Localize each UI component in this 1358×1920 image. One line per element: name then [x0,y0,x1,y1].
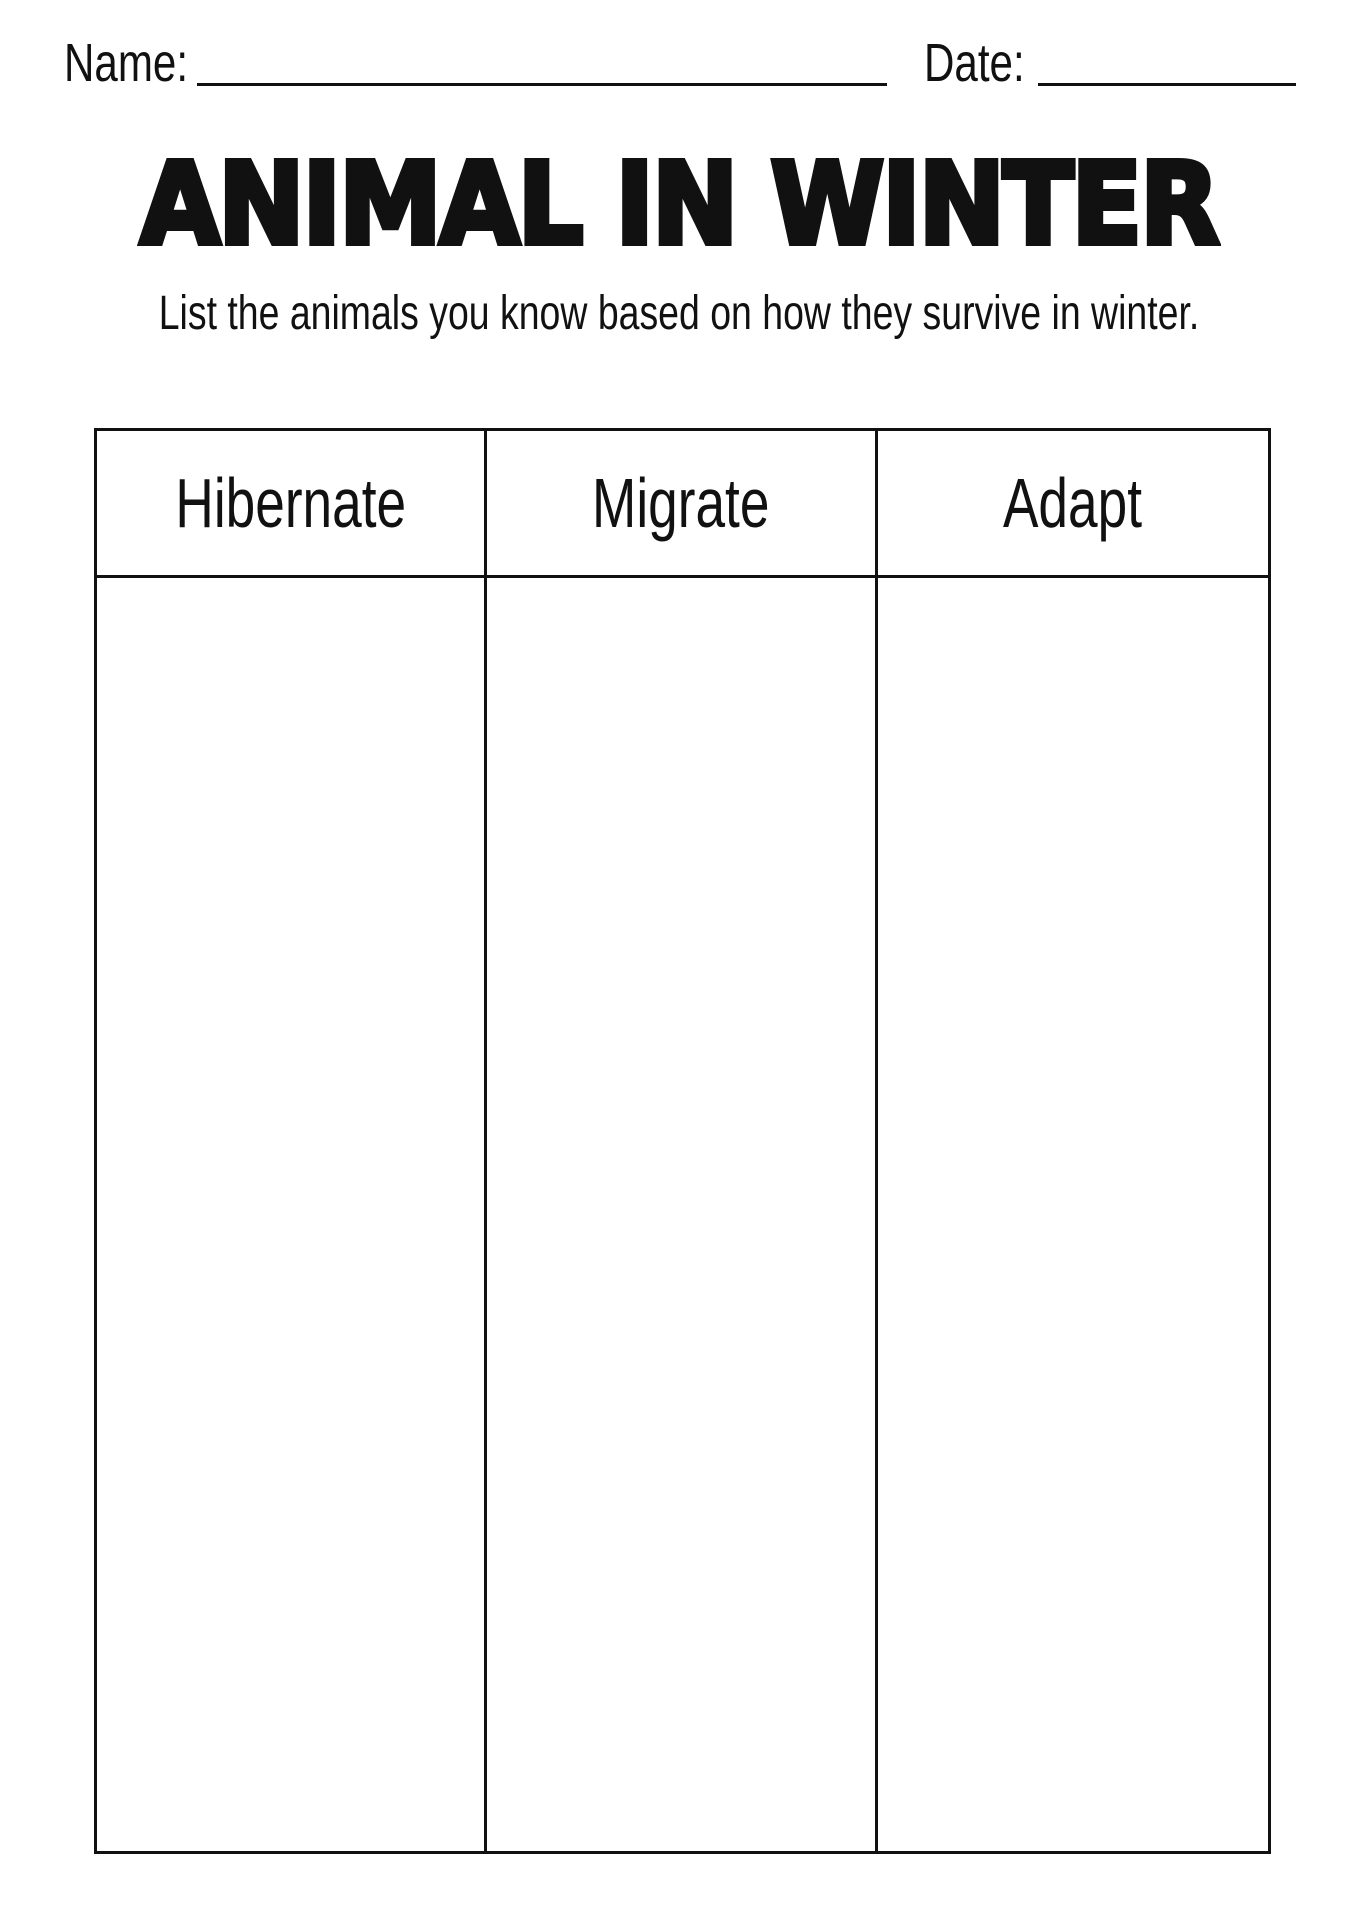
adapt-answer-area[interactable] [878,578,1268,1851]
date-field[interactable] [1038,83,1296,86]
sorting-table [94,428,1271,1854]
name-label: Name: [64,33,189,93]
column-header-migrate [487,431,877,578]
column-header-label: Migrate [592,464,770,542]
instructions-text: List the animals you know based on how they survive in winter. [158,287,1200,340]
column-header-label: Hibernate [175,464,406,542]
migrate-answer-area[interactable] [487,578,877,1851]
column-header-label: Adapt [1003,464,1143,542]
date-label: Date: [924,33,1025,93]
name-field[interactable] [197,83,887,86]
page-title: ANIMAL IN WINTER [140,140,1218,270]
column-header-adapt [878,431,1268,578]
name-date-row [64,28,1304,98]
column-header-hibernate [97,431,487,578]
hibernate-answer-area[interactable] [97,578,487,1851]
